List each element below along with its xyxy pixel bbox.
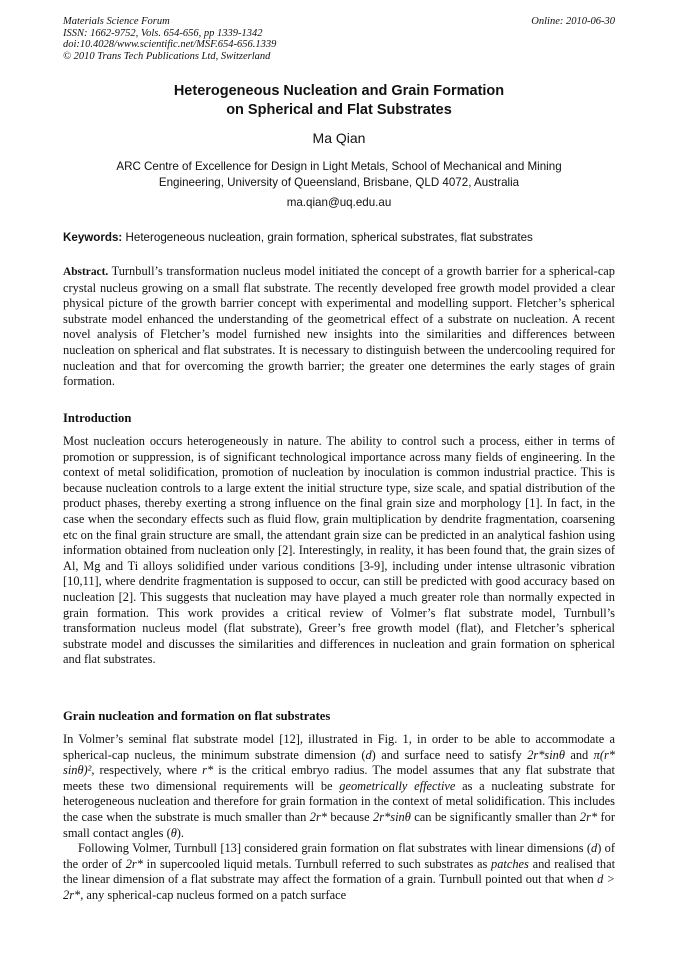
abstract-text: Turnbull’s transformation nucleus model initiated the concept of a growth barrier for a spherical-cap crystal nucleus growing on a small flat substrate. The recently developed free growth model provided a clear physical picture of the growth barrier concept with experimental and modelling support. Fletcher’s spherical substrate model enhanced the understanding of the geometrical effect of a substrate on nucleation. A recent novel analysis of Fletcher’s model furnished new insights into the similarities and differences between nucleation on spherical and flat substrates. It is necessary to distinguish between the undercooling required for nucleation and that for overcoming the growth barrier; the greater one determines the early stages of grain formation. bbox=[63, 264, 616, 389]
paper-title bbox=[40, 82, 638, 120]
affiliation-line-2: Engineering, University of Queensland, Brisbane, QLD 4072, Australia bbox=[158, 176, 520, 189]
abstract-label: Abstract. bbox=[63, 266, 109, 278]
issn-line: ISSN: 1662-9752, Vols. 654-656, pp 1339-1342 bbox=[63, 27, 263, 39]
grain-paragraph-2: Following Volmer, Turnbull [13] considered grain formation on flat substrates with linear dimensions (d) of the order of 2r* in supercooled liquid metals. Turnbull referred to such substrates as patches and realised that the linear dimension of a flat substrate may affect the formation of a grain. Turnbull pointed out that when d > 2r*, any spherical-cap nucleus formed on a patch surface bbox=[63, 841, 616, 902]
affiliation bbox=[40, 159, 638, 191]
keywords-text: Heterogeneous nucleation, grain formation, spherical substrates, flat substrates bbox=[125, 231, 533, 244]
title-line-1: Heterogeneous Nucleation and Grain Formation bbox=[173, 83, 505, 99]
grain-paragraph-1: In Volmer’s seminal flat substrate model [12], illustrated in Fig. 1, in order to be able to accommodate a spherical-cap nucleus, the minimum substrate dimension (d) and surface need to satisfy 2r*sinθ and π(r* sinθ)², respectively, where r* is the critical embryo radius. The model assumes that any flat substrate that meets these two dimensional requirements will be geometrically effective as a nucleating substrate for heterogeneous nucleation and therefore for grain formation in the context of metal solidification. This includes the case when the substrate is much smaller than 2r* because 2r*sinθ can be significantly smaller than 2r* for small contact angles (θ). bbox=[63, 732, 616, 840]
author-email: ma.qian@uq.edu.au bbox=[286, 196, 392, 209]
introduction-heading: Introduction bbox=[63, 411, 132, 425]
online-date: Online: 2010-06-30 bbox=[531, 16, 615, 27]
abstract bbox=[63, 264, 615, 390]
author-name: Ma Qian bbox=[312, 130, 366, 146]
grain-section-text bbox=[63, 732, 615, 904]
introduction-text: Most nucleation occurs heterogeneously in nature. The ability to control such a process, either in terms of promotion or suppression, is of significant technological importance across many fields of engineering. In the context of metal solidification, promotion of nucleation by inoculation is common industrial practice. This is because nucleation controls to a large extent the initial structure type, size scale, and spatial distribution of the product phases, thereby exerting a strong influence on the final grain size and morphology [1]. In fact, in the case when the secondary effects such as fluid flow, grain multiplication by dendrite fragmentation, coarsening etc on the final grain structure are small, the attendant grain size can be predicted in an analytical fashion using information obtained from nucleation only [2]. Interestingly, in reality, it has been found that, the grain sizes of Al, Mg and Ti alloys solidified under various conditions [3-9], including under intense ultrasonic vibration [10,11], where dendrite fragmentation is supposed to occur, can still be predicted with good accuracy based on nucleation [2]. This suggests that nucleation may have played a much greater role than normally expected in grain formation. This work provides a critical review of Volmer’s flat substrate model, Turnbull’s transformation nucleus model (flat substrate), Greer’s free growth model (flat), and Fletcher’s spherical substrate model and discusses the similarities and differences in nucleation and grain formation on spherical and flat substrates. bbox=[63, 434, 615, 667]
copyright-line: © 2010 Trans Tech Publications Ltd, Switzerland bbox=[63, 50, 271, 62]
doi-line: doi:10.4028/www.scientific.net/MSF.654-656.1339 bbox=[63, 39, 277, 50]
title-line-2: on Spherical and Flat Substrates bbox=[226, 102, 452, 118]
grain-section-heading: Grain nucleation and formation on flat substrates bbox=[63, 709, 331, 723]
journal-name: Materials Science Forum bbox=[63, 16, 170, 27]
keywords-label: Keywords: bbox=[63, 231, 123, 244]
affiliation-line-1: ARC Centre of Excellence for Design in Light Metals, School of Mechanical and Mining bbox=[116, 160, 562, 173]
keywords bbox=[63, 231, 623, 244]
journal-header bbox=[63, 16, 615, 62]
